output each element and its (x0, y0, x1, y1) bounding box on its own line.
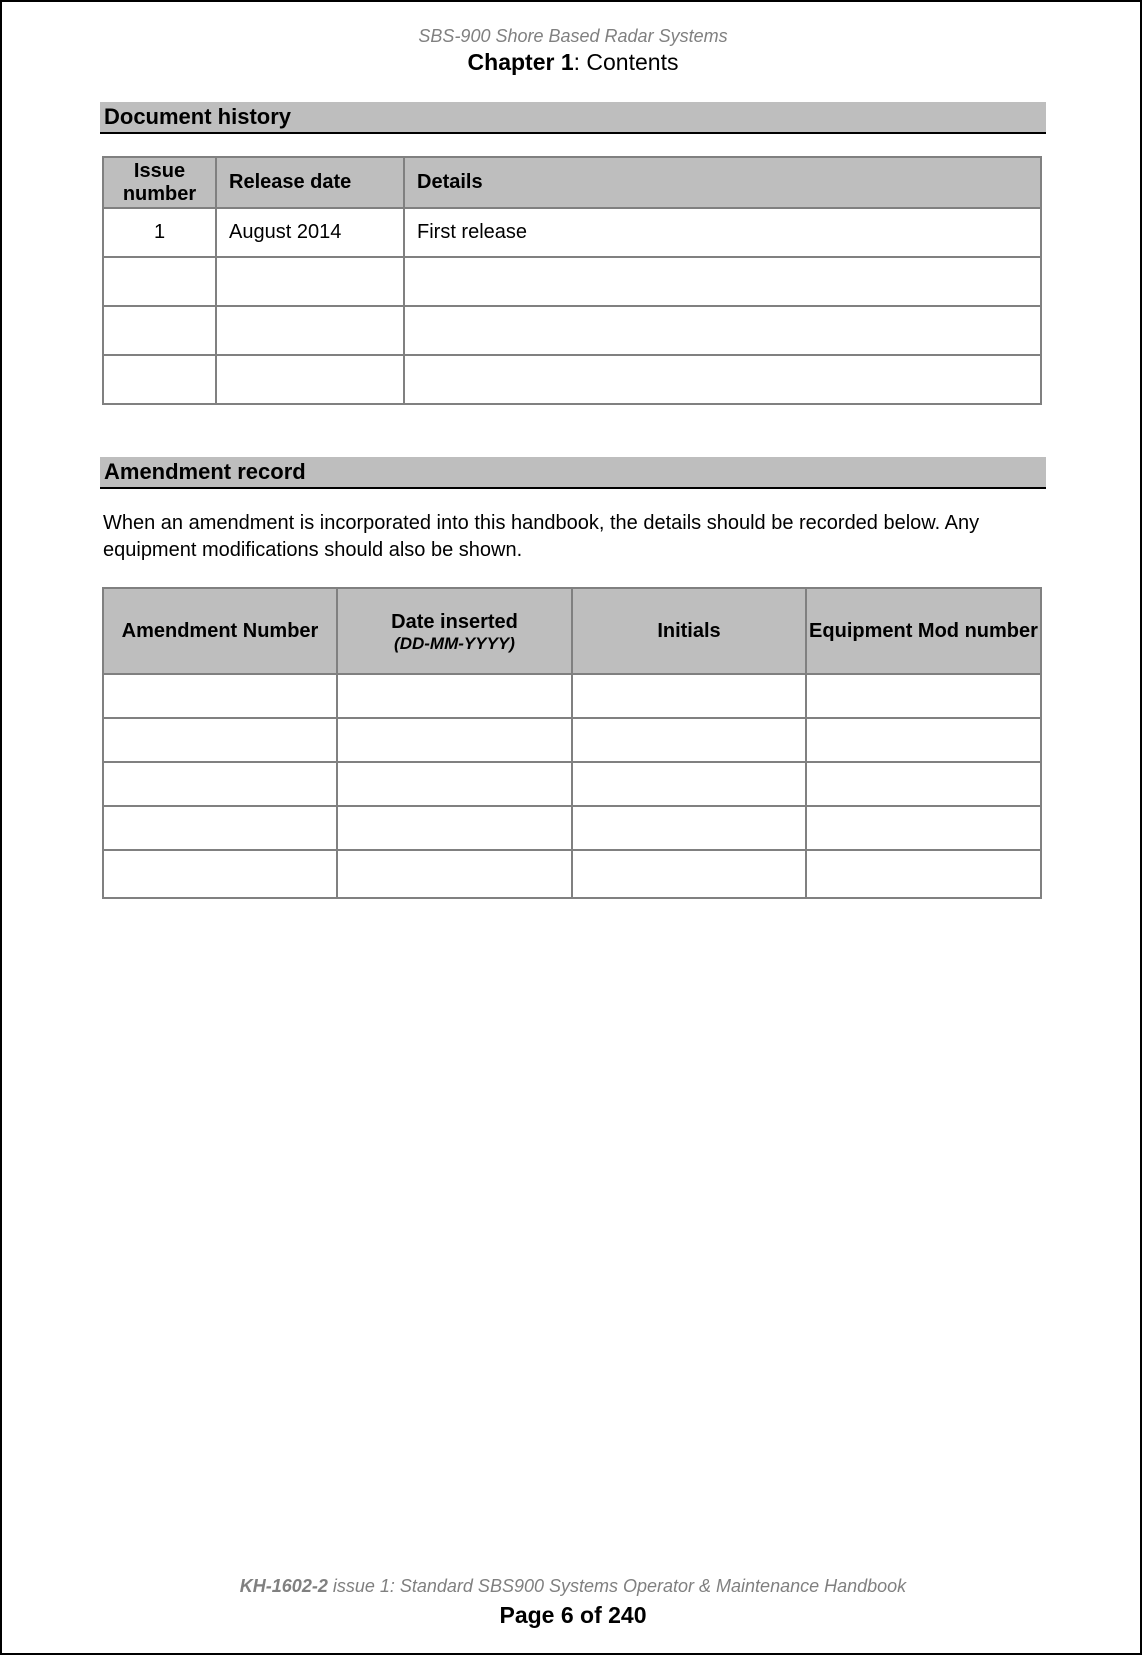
table-row (103, 762, 1041, 806)
issue-number-cell (103, 306, 216, 355)
page-number: Page 6 of 240 (499, 1602, 647, 1628)
table-row (103, 257, 1041, 306)
mod-number-cell (806, 674, 1041, 718)
issue-number-cell (103, 355, 216, 404)
initials-cell (572, 762, 806, 806)
mod-number-cell (806, 850, 1041, 898)
table-row (103, 674, 1041, 718)
release-date-cell: August 2014 (216, 208, 404, 257)
mod-number-cell (806, 762, 1041, 806)
amendment-number-cell (103, 674, 337, 718)
details-cell (404, 306, 1041, 355)
initials-cell (572, 718, 806, 762)
initials-cell (572, 850, 806, 898)
footer-doc-description: issue 1: Standard SBS900 Systems Operator & Maintenance Handbook (327, 1576, 907, 1596)
table-row (103, 850, 1041, 898)
issue-number-cell: 1 (103, 208, 216, 257)
table-row (103, 355, 1041, 404)
date-format-hint: (DD-MM-YYYY) (394, 633, 515, 653)
amendment-record-heading: Amendment record (100, 457, 1046, 489)
chapter-heading (2, 49, 1142, 76)
table-row (103, 718, 1041, 762)
details-cell (404, 257, 1041, 306)
column-header-issue-number: Issue number (103, 157, 216, 208)
date-inserted-label: Date inserted (391, 610, 518, 633)
amendment-number-cell (103, 718, 337, 762)
initials-cell (572, 674, 806, 718)
footer-document-line (2, 1576, 1142, 1597)
release-date-cell (216, 257, 404, 306)
details-cell (404, 355, 1041, 404)
mod-number-cell (806, 806, 1041, 850)
table-row (103, 306, 1041, 355)
amendment-intro-paragraph: When an amendment is incorporated into this handbook, the details should be recorded below. Any equipment modifications should also be shown. (103, 512, 980, 561)
date-inserted-cell (337, 718, 572, 762)
table-header-row (103, 588, 1041, 674)
table-header-row (103, 157, 1041, 208)
column-header-equipment-mod-number: Equipment Mod number (806, 588, 1041, 674)
table-row (103, 806, 1041, 850)
release-date-cell (216, 306, 404, 355)
document-history-table (102, 156, 1042, 405)
date-inserted-cell (337, 850, 572, 898)
amendment-number-cell (103, 762, 337, 806)
table-row (103, 208, 1041, 257)
issue-number-cell (103, 257, 216, 306)
release-date-cell (216, 355, 404, 404)
date-inserted-cell (337, 674, 572, 718)
initials-cell (572, 806, 806, 850)
column-header-release-date: Release date (216, 157, 404, 208)
amendment-number-cell (103, 850, 337, 898)
amendment-record-table (102, 587, 1042, 899)
mod-number-cell (806, 718, 1041, 762)
date-inserted-cell (337, 762, 572, 806)
running-header-title: SBS-900 Shore Based Radar Systems (418, 26, 728, 46)
date-inserted-cell (337, 806, 572, 850)
chapter-title: : Contents (573, 49, 679, 75)
document-history-heading: Document history (100, 102, 1046, 134)
footer-doc-code: KH-1602-2 (239, 1576, 328, 1596)
column-header-amendment-number: Amendment Number (103, 588, 337, 674)
column-header-date-inserted (337, 588, 572, 674)
amendment-number-cell (103, 806, 337, 850)
column-header-initials: Initials (572, 588, 806, 674)
column-header-details: Details (404, 157, 1041, 208)
details-cell: First release (404, 208, 1041, 257)
chapter-label: Chapter 1 (467, 49, 574, 75)
